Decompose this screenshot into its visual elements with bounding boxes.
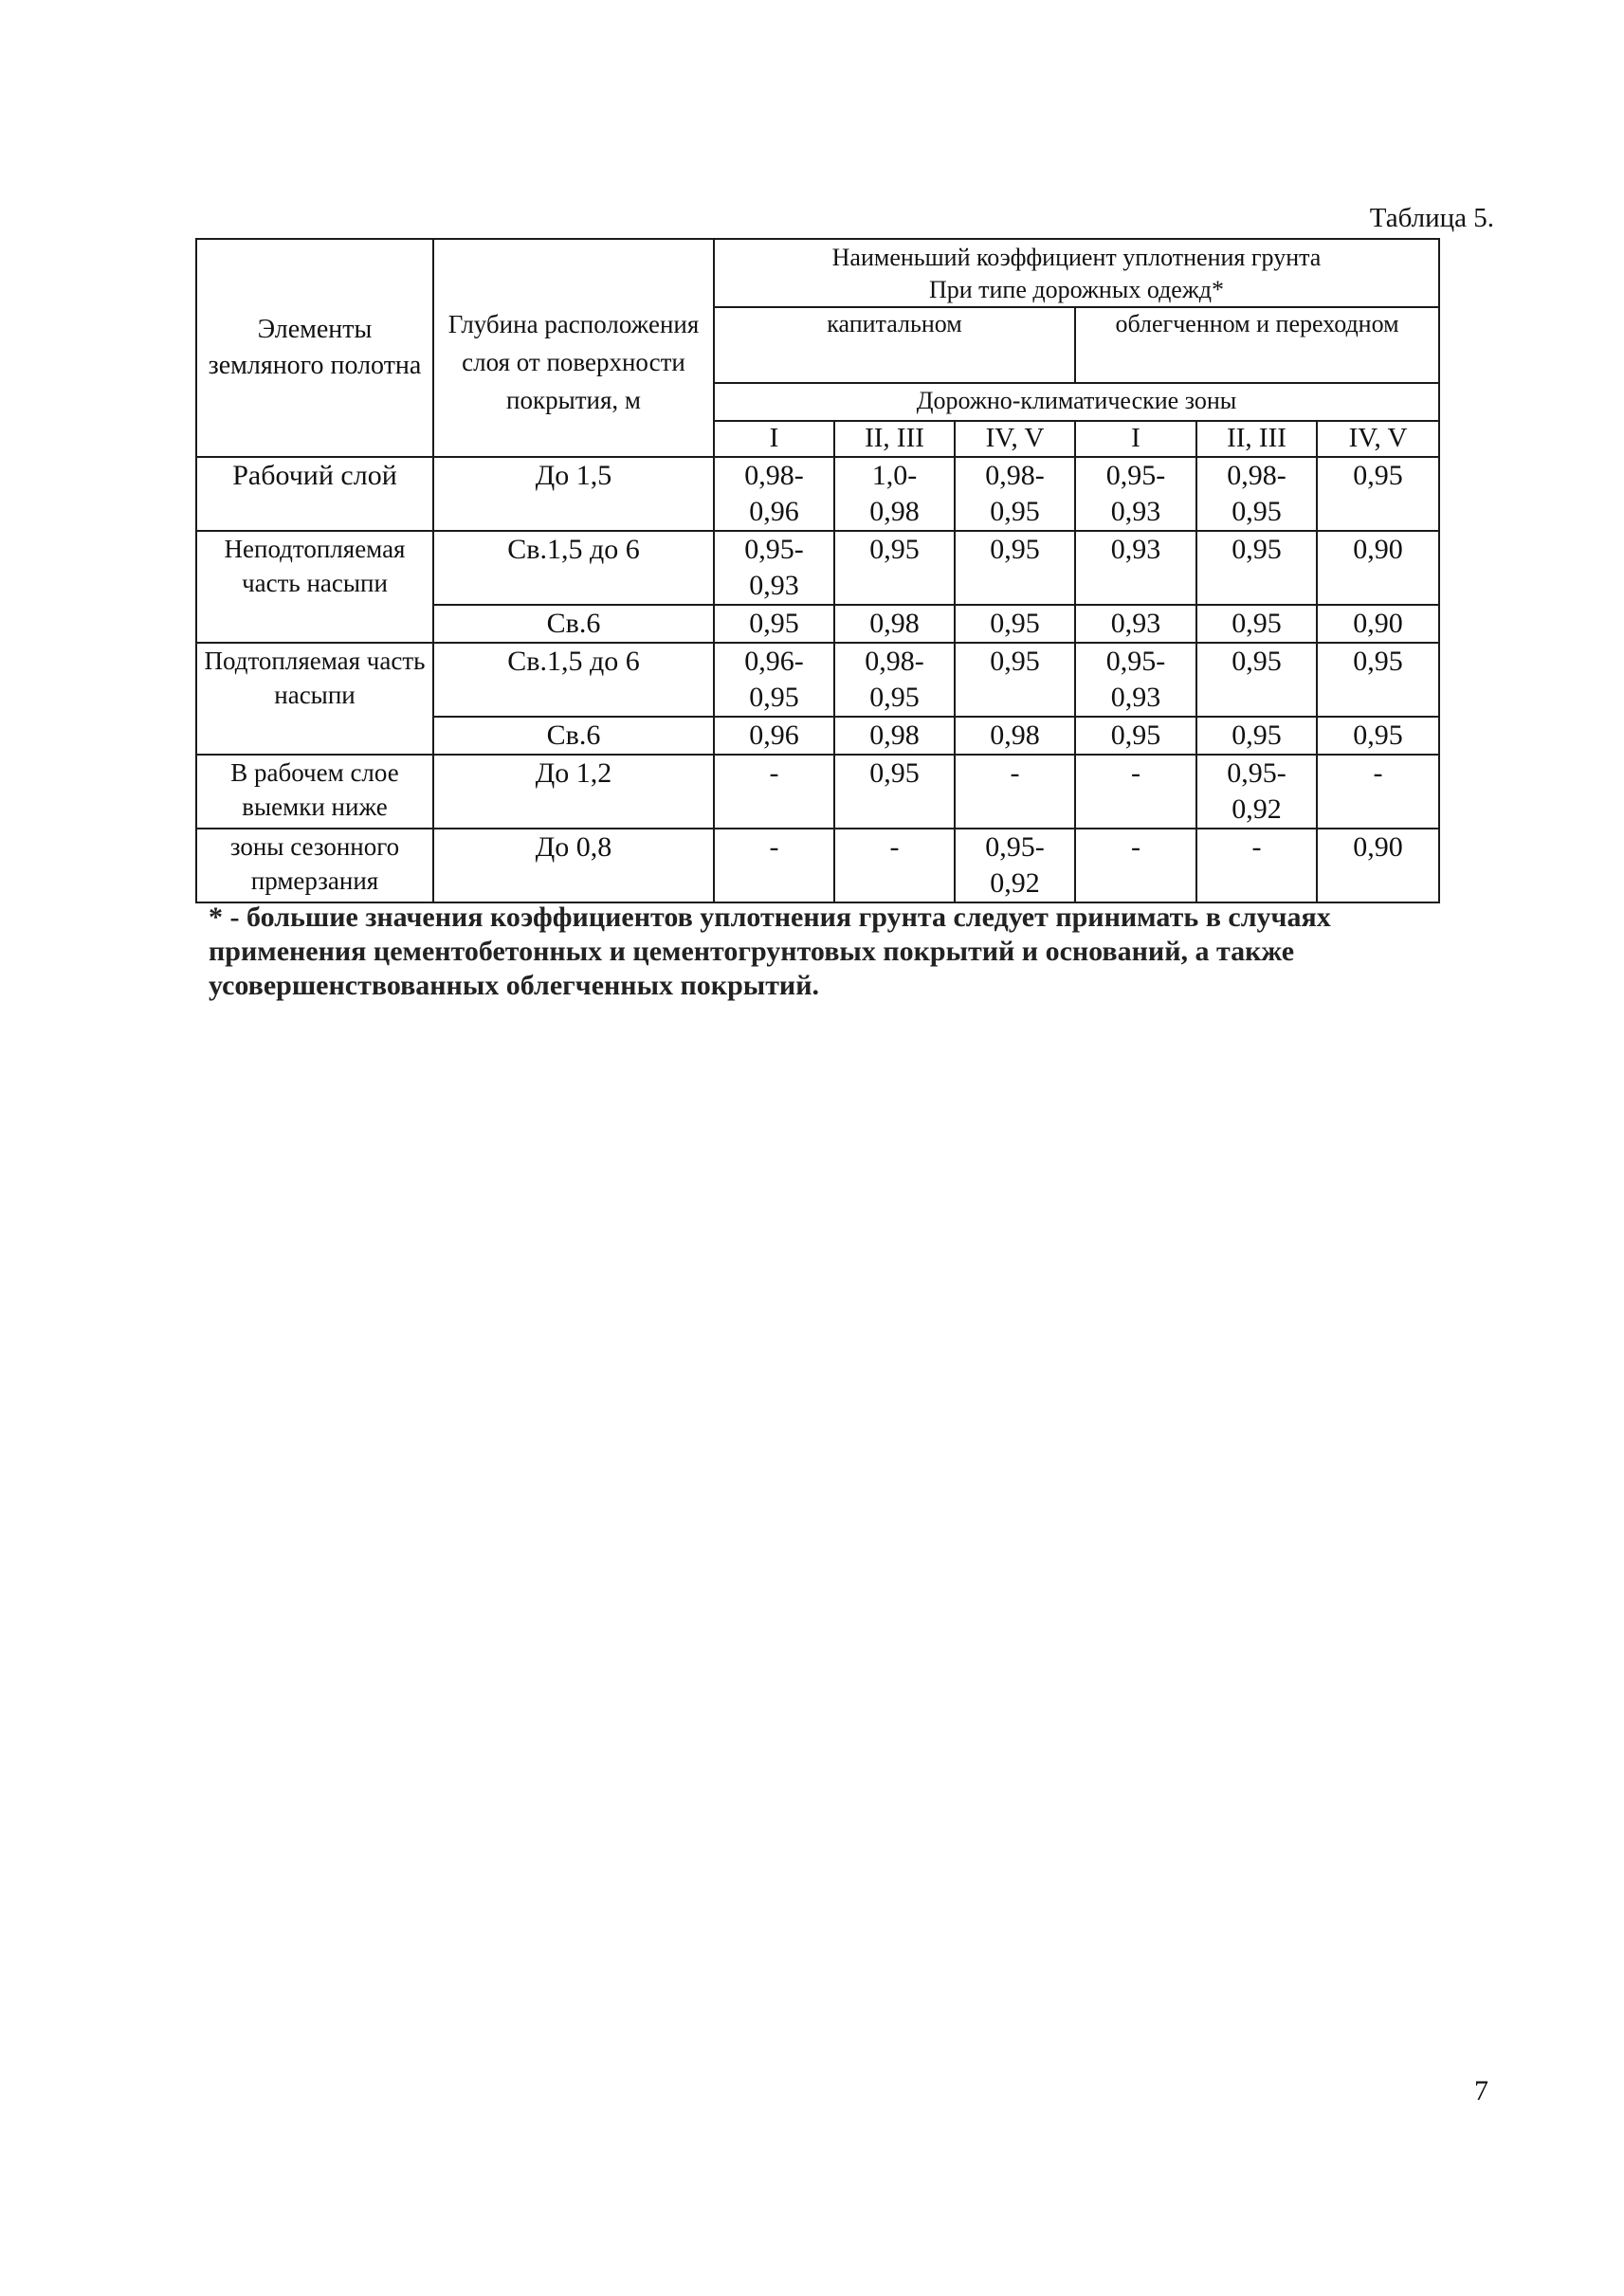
value-cell: - xyxy=(1075,755,1196,829)
row-depth: Св.1,5 до 6 xyxy=(433,643,714,717)
value-cell: 0,90 xyxy=(1317,605,1439,643)
value-cell: 0,96- 0,95 xyxy=(714,643,834,717)
value-cell: 0,95 xyxy=(955,531,1075,605)
header-coefficient xyxy=(714,239,1439,307)
value-cell: 0,95 xyxy=(1196,717,1317,755)
header-zone: IV, V xyxy=(955,421,1075,457)
value-cell: 0,98- 0,95 xyxy=(1196,457,1317,531)
value-cell: 0,98- 0,95 xyxy=(834,643,955,717)
row-element: Рабочий слой xyxy=(196,457,433,531)
value-cell: 0,95 xyxy=(1196,531,1317,605)
value-cell: 0,95 xyxy=(955,643,1075,717)
value-cell: 0,93 xyxy=(1075,605,1196,643)
value-cell: 0,90 xyxy=(1317,531,1439,605)
header-zone: II, III xyxy=(834,421,955,457)
value-cell: 0,95- 0,93 xyxy=(1075,643,1196,717)
value-cell: 0,98 xyxy=(834,717,955,755)
table-row xyxy=(196,457,1439,531)
row-element: Подтопляемая часть насыпи xyxy=(196,643,433,755)
row-element: В рабочем слое выемки ниже xyxy=(196,755,433,829)
page-number: 7 xyxy=(1474,2075,1488,2106)
table-container xyxy=(195,238,1438,903)
value-cell: 0,95 xyxy=(955,605,1075,643)
value-cell: 0,95- 0,93 xyxy=(714,531,834,605)
value-cell: 0,95 xyxy=(834,531,955,605)
header-coefficient-line2: При типе дорожных одежд* xyxy=(928,276,1225,303)
value-cell: 0,90 xyxy=(1317,829,1439,902)
header-zone: II, III xyxy=(1196,421,1317,457)
table-row xyxy=(196,755,1439,829)
value-cell: 1,0- 0,98 xyxy=(834,457,955,531)
header-type-capital: капитальном xyxy=(714,307,1075,383)
value-cell: - xyxy=(1196,829,1317,902)
value-cell: 0,95- 0,93 xyxy=(1075,457,1196,531)
value-cell: - xyxy=(714,755,834,829)
value-cell: 0,98 xyxy=(955,717,1075,755)
value-cell: 0,98- 0,96 xyxy=(714,457,834,531)
value-cell: - xyxy=(1317,755,1439,829)
header-zone: IV, V xyxy=(1317,421,1439,457)
value-cell: - xyxy=(714,829,834,902)
header-depth: Глубина расположения слоя от поверхности покрытия, м xyxy=(433,239,714,457)
row-depth: До 1,2 xyxy=(433,755,714,829)
row-depth: Св.1,5 до 6 xyxy=(433,531,714,605)
row-depth: Св.6 xyxy=(433,717,714,755)
value-cell: 0,95- 0,92 xyxy=(955,829,1075,902)
row-element: зоны сезонного прмерзания xyxy=(196,829,433,902)
compaction-table xyxy=(195,238,1440,903)
row-element: Неподтопляемая часть насыпи xyxy=(196,531,433,643)
value-cell: 0,95 xyxy=(834,755,955,829)
header-zone: I xyxy=(714,421,834,457)
value-cell: - xyxy=(955,755,1075,829)
row-depth: Св.6 xyxy=(433,605,714,643)
value-cell: 0,95 xyxy=(1075,717,1196,755)
value-cell: 0,95 xyxy=(1196,605,1317,643)
row-depth: До 1,5 xyxy=(433,457,714,531)
row-depth: До 0,8 xyxy=(433,829,714,902)
table-row xyxy=(196,829,1439,902)
table-caption: Таблица 5. xyxy=(1369,203,1494,233)
value-cell: 0,95 xyxy=(1196,643,1317,717)
value-cell: 0,98 xyxy=(834,605,955,643)
value-cell: - xyxy=(1075,829,1196,902)
table-row xyxy=(196,643,1439,717)
header-zone: I xyxy=(1075,421,1196,457)
value-cell: 0,95 xyxy=(714,605,834,643)
value-cell: 0,95 xyxy=(1317,457,1439,531)
footnote: * - большие значения коэффициентов уплотнения грунта следует принимать в случаях применения цементобетонных и цементогрунтовых покрытий и оснований, а также усовершенствованных облегченных покрытий. xyxy=(209,902,1331,1001)
header-elements: Элементы земляного полотна xyxy=(196,239,433,457)
value-cell: 0,96 xyxy=(714,717,834,755)
value-cell: - xyxy=(834,829,955,902)
value-cell: 0,95- 0,92 xyxy=(1196,755,1317,829)
value-cell: 0,95 xyxy=(1317,643,1439,717)
table-row xyxy=(196,531,1439,605)
value-cell: 0,93 xyxy=(1075,531,1196,605)
header-type-light: облегченном и переходном xyxy=(1075,307,1439,383)
header-zones-title: Дорожно-климатические зоны xyxy=(714,383,1439,421)
header-coefficient-line1: Наименьший коэффициент уплотнения грунта xyxy=(831,244,1322,271)
value-cell: 0,98- 0,95 xyxy=(955,457,1075,531)
value-cell: 0,95 xyxy=(1317,717,1439,755)
